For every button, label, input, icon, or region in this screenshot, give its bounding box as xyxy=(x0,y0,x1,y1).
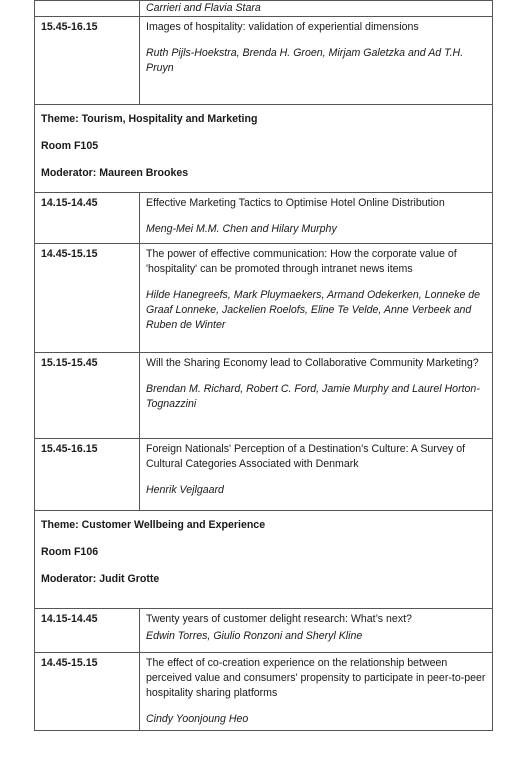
talk-cell xyxy=(140,353,493,439)
theme-title: Theme: Tourism, Hospitality and Marketing xyxy=(41,113,258,125)
table-row xyxy=(35,17,493,105)
talk-title: The effect of co-creation experience on the relationship between perceived value and consumers' propensity to participate in peer-to-peer hospitality sharing platforms xyxy=(146,657,486,699)
programme-page xyxy=(34,0,493,731)
moderator-label: Moderator: Maureen Brookes xyxy=(41,167,189,179)
room-label: Room F106 xyxy=(41,546,99,558)
time-cell: 14.45-15.15 xyxy=(35,653,140,731)
programme-table xyxy=(34,0,493,731)
talk-authors: Carrieri and Flavia Stara xyxy=(146,2,261,14)
talk-authors: Meng-Mei M.M. Chen and Hilary Murphy xyxy=(146,223,337,235)
theme-row xyxy=(35,105,493,193)
table-row xyxy=(35,244,493,353)
moderator-label: Moderator: Judit Grotte xyxy=(41,573,160,585)
table-row xyxy=(35,1,493,17)
talk-title: Twenty years of customer delight research: What’s next? xyxy=(146,613,412,625)
theme-cell xyxy=(35,511,493,609)
time-cell: 14.45-15.15 xyxy=(35,244,140,353)
table-row xyxy=(35,353,493,439)
talk-authors: Henrik Vejlgaard xyxy=(146,484,224,496)
table-row xyxy=(35,193,493,244)
talk-title: Effective Marketing Tactics to Optimise Hotel Online Distribution xyxy=(146,197,445,209)
talk-cell xyxy=(140,609,493,653)
talk-title: The power of effective communication: How the corporate value of 'hospitality' can be promoted through intranet news items xyxy=(146,248,457,275)
time-cell: 15.15-15.45 xyxy=(35,353,140,439)
talk-authors: Hilde Hanegreefs, Mark Pluymaekers, Armand Odekerken, Lonneke de Graaf Lonneke, Jackelien Roelofs, Eline Te Velde, Anne Verbeek and Ruben de Winter xyxy=(146,289,481,331)
theme-title: Theme: Customer Wellbeing and Experience xyxy=(41,519,266,531)
room-label: Room F105 xyxy=(41,140,99,152)
time-cell: 15.45-16.15 xyxy=(35,17,140,105)
talk-cell xyxy=(140,653,493,731)
time-cell: 14.15-14.45 xyxy=(35,609,140,653)
talk-title: Foreign Nationals' Perception of a Destination's Culture: A Survey of Cultural Categories Associated with Denmark xyxy=(146,443,466,470)
talk-authors: Cindy Yoonjoung Heo xyxy=(146,713,249,725)
talk-title: Images of hospitality: validation of experiential dimensions xyxy=(146,21,419,33)
theme-cell xyxy=(35,105,493,193)
talk-authors: Brendan M. Richard, Robert C. Ford, Jamie Murphy and Laurel Horton-Tognazzini xyxy=(146,383,480,410)
talk-cell xyxy=(140,17,493,105)
talk-title: Will the Sharing Economy lead to Collaborative Community Marketing? xyxy=(146,357,479,369)
talk-authors: Edwin Torres, Giulio Ronzoni and Sheryl Kline xyxy=(146,630,363,642)
table-row xyxy=(35,653,493,731)
theme-row xyxy=(35,511,493,609)
talk-cell xyxy=(140,1,493,17)
talk-cell xyxy=(140,193,493,244)
table-row xyxy=(35,439,493,511)
table-row xyxy=(35,609,493,653)
time-cell: 15.45-16.15 xyxy=(35,439,140,511)
talk-authors: Ruth Pijls-Hoekstra, Brenda H. Groen, Mirjam Galetzka and Ad T.H. Pruyn xyxy=(146,47,464,74)
time-cell xyxy=(35,1,140,17)
talk-cell xyxy=(140,439,493,511)
talk-cell xyxy=(140,244,493,353)
time-cell: 14.15-14.45 xyxy=(35,193,140,244)
